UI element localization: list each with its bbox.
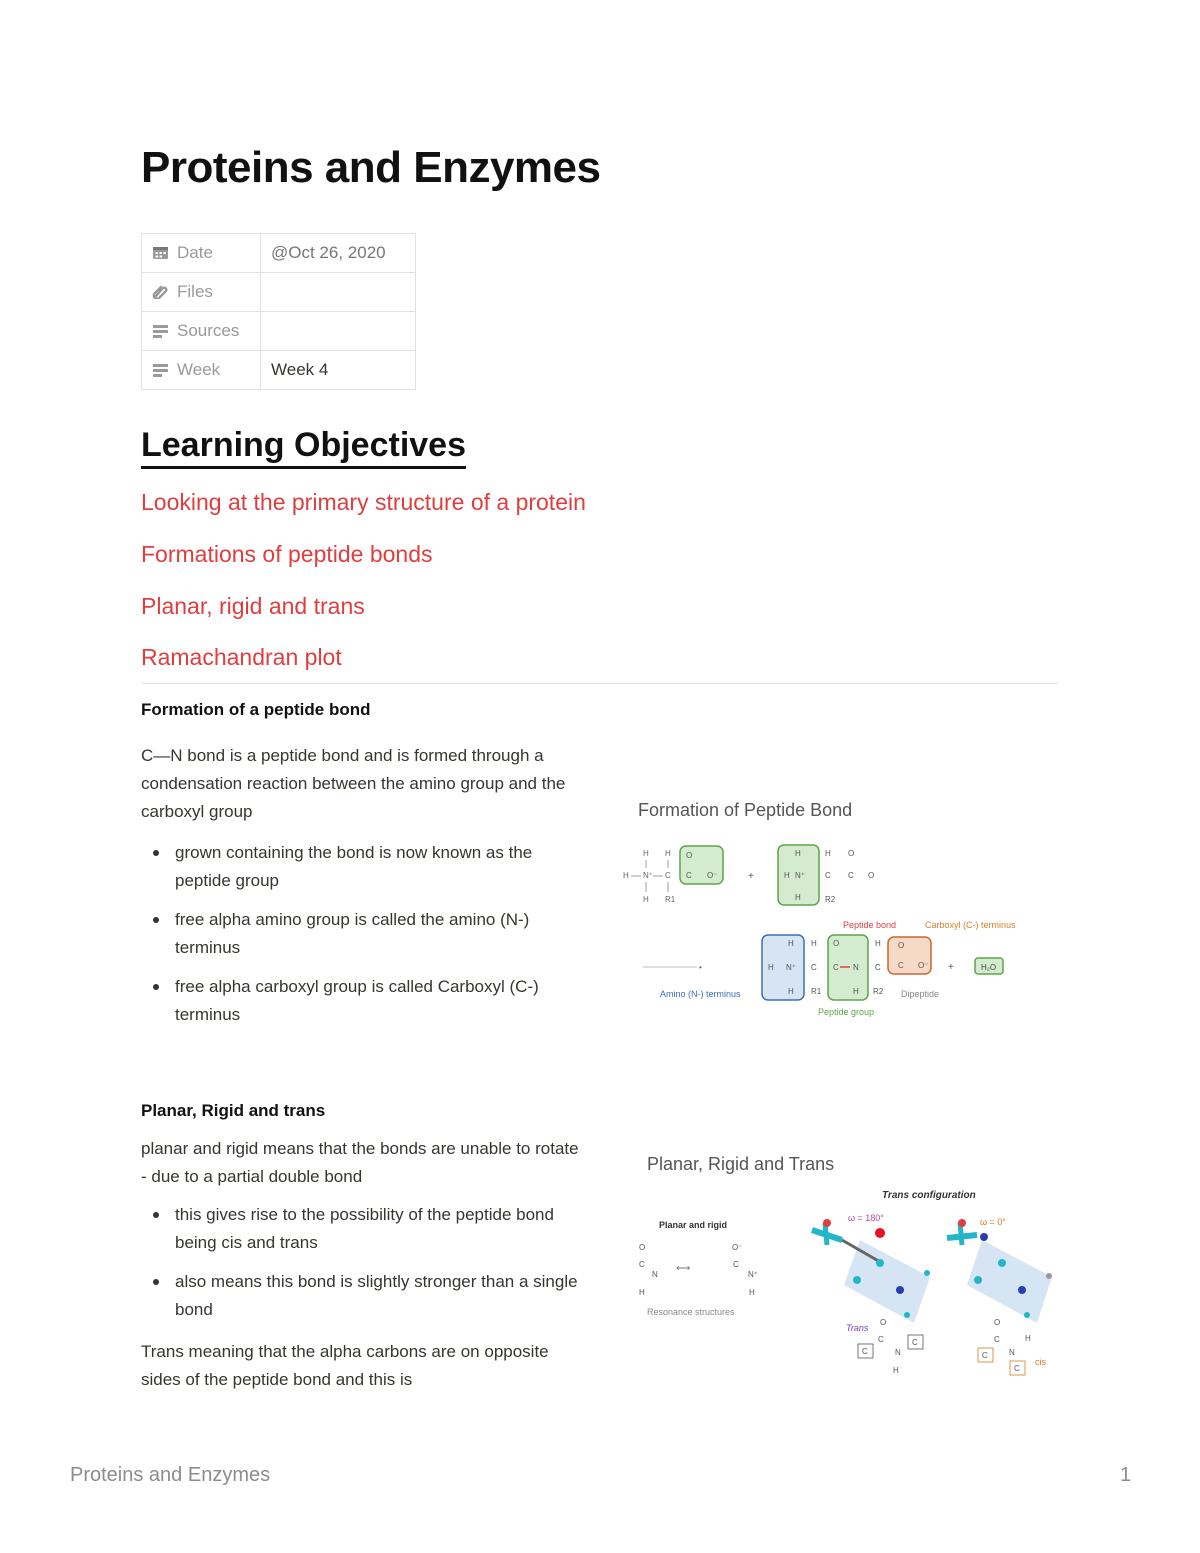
svg-text:H: H [639,1288,645,1297]
svg-text:R1: R1 [665,895,676,904]
svg-text:C: C [982,1351,988,1360]
property-key: Date [177,243,213,262]
svg-text:N: N [1009,1348,1015,1357]
svg-text:C: C [898,961,904,970]
svg-text:+: + [748,871,754,882]
label-trans: Trans [846,1323,869,1333]
list-item: grown containing the bond is now known as the peptide group [141,839,591,895]
svg-text:H: H [643,895,649,904]
svg-text:N: N [895,1348,901,1357]
calendar-icon [152,245,169,260]
section-heading-planar: Planar, Rigid and trans [141,1101,326,1120]
svg-text:H: H [643,849,649,858]
svg-text:O: O [848,849,855,858]
svg-text:H: H [623,871,629,880]
peptide-bond-figure [615,790,1045,1035]
svg-text:O: O [868,871,875,880]
label-omega-0: ω = 0° [980,1217,1006,1227]
label-trans-configuration: Trans configuration [882,1190,976,1201]
svg-text:N⁺: N⁺ [643,871,653,880]
list-item: free alpha carboxyl group is called Carboxyl (C-) terminus [141,973,591,1029]
svg-text:C: C [811,963,817,972]
svg-text:H: H [795,893,801,902]
svg-text:H: H [1025,1334,1031,1343]
text-lines-icon [152,323,169,338]
svg-text:O: O [880,1318,887,1327]
text-lines-icon [152,362,169,377]
svg-text:O: O [898,941,905,950]
figure-title: Formation of Peptide Bond [638,800,853,820]
svg-text:C: C [878,1335,884,1344]
svg-text:N: N [853,963,859,972]
svg-text:C: C [862,1347,868,1356]
svg-text:⟷: ⟷ [676,1263,691,1274]
property-row-date[interactable] [142,234,416,273]
svg-text:H: H [825,849,831,858]
svg-text:C: C [1014,1364,1020,1373]
trans-paragraph: Trans meaning that the alpha carbons are on opposite sides of the peptide bond and this is [141,1342,549,1389]
section-heading-peptide-bond: Formation of a peptide bond [141,700,371,719]
figure-title: Planar, Rigid and Trans [647,1154,835,1174]
svg-text:O⁻: O⁻ [918,961,929,970]
label-omega-180: ω = 180° [848,1213,884,1223]
property-value-files[interactable] [261,273,416,312]
label-amino-terminus: Amino (N-) terminus [660,989,741,999]
objective-item: Ramachandran plot [141,644,342,670]
svg-text:O⁻: O⁻ [732,1243,743,1252]
svg-text:C: C [825,871,831,880]
objective-item: Looking at the primary structure of a protein [141,489,586,515]
list-item: free alpha amino group is called the amino (N-) terminus [141,906,591,962]
svg-text:N: N [652,1270,658,1279]
property-key: Week [177,360,221,379]
footer-title: Proteins and Enzymes [70,1464,271,1486]
property-row-week[interactable] [142,351,416,390]
label-carboxyl-terminus: Carboxyl (C-) terminus [925,920,1016,930]
label-water: H₂O [981,963,997,972]
svg-text:C: C [912,1338,918,1347]
svg-text:C: C [686,871,692,880]
learning-objectives-heading: Learning Objectives [141,425,466,469]
label-resonance-structures: Resonance structures [647,1307,735,1317]
property-value-sources[interactable] [261,312,416,351]
svg-text:N⁺: N⁺ [795,871,805,880]
svg-text:H: H [749,1288,755,1297]
property-key: Sources [177,321,240,340]
svg-text:O: O [833,939,840,948]
svg-text:H: H [875,939,881,948]
peptide-bullet-list [141,839,591,1040]
label-peptide-bond: Peptide bond [843,920,897,930]
properties-table [141,233,416,390]
svg-text:H: H [665,849,671,858]
svg-text:H: H [893,1366,899,1375]
svg-text:H: H [853,987,859,996]
svg-text:•: • [699,963,702,972]
property-row-sources[interactable] [142,312,416,351]
svg-text:H: H [768,963,774,972]
svg-text:N⁺: N⁺ [786,963,796,972]
svg-text:H: H [788,939,794,948]
label-cis: cis [1035,1357,1046,1367]
svg-text:C: C [639,1260,645,1269]
svg-text:H: H [811,939,817,948]
svg-text:C: C [848,871,854,880]
objective-item: Planar, rigid and trans [141,593,365,619]
property-value-date[interactable]: @Oct 26, 2020 [261,234,416,273]
peptide-intro: C—N bond is a peptide bond and is formed through a condensation reaction between the amino group and the carboxyl group [141,746,566,821]
planar-rigid-trans-figure [612,1145,1062,1395]
svg-text:O⁻: O⁻ [707,871,718,880]
planar-intro: planar and rigid means that the bonds are unable to rotate - due to a partial double bond [141,1139,579,1186]
property-key: Files [177,282,213,301]
property-value-week[interactable]: Week 4 [261,351,416,390]
page-number: 1 [1120,1464,1132,1486]
svg-text:C: C [733,1260,739,1269]
list-item: also means this bond is slightly stronger than a single bond [141,1268,591,1324]
list-item: this gives rise to the possibility of the peptide bond being cis and trans [141,1201,591,1257]
label-peptide-group: Peptide group [818,1007,875,1017]
paperclip-icon [152,284,169,299]
svg-text:+: + [948,962,954,973]
svg-text:C: C [665,871,671,880]
svg-text:H: H [795,849,801,858]
svg-text:R1: R1 [811,987,822,996]
divider [141,683,1058,684]
svg-text:O: O [994,1318,1001,1327]
svg-text:C: C [994,1335,1000,1344]
svg-text:H: H [784,871,790,880]
property-row-files[interactable] [142,273,416,312]
objective-item: Formations of peptide bonds [141,541,433,567]
svg-text:O: O [639,1243,646,1252]
svg-text:C: C [875,963,881,972]
label-dipeptide: Dipeptide [901,989,940,999]
planar-bullet-list [141,1201,591,1335]
svg-text:H: H [788,987,794,996]
svg-text:C: C [833,963,839,972]
svg-text:O: O [686,851,693,860]
svg-text:R2: R2 [825,895,836,904]
page-title: Proteins and Enzymes [141,143,601,192]
svg-text:N⁺: N⁺ [748,1270,758,1279]
svg-text:R2: R2 [873,987,884,996]
label-planar-and-rigid: Planar and rigid [659,1220,728,1230]
